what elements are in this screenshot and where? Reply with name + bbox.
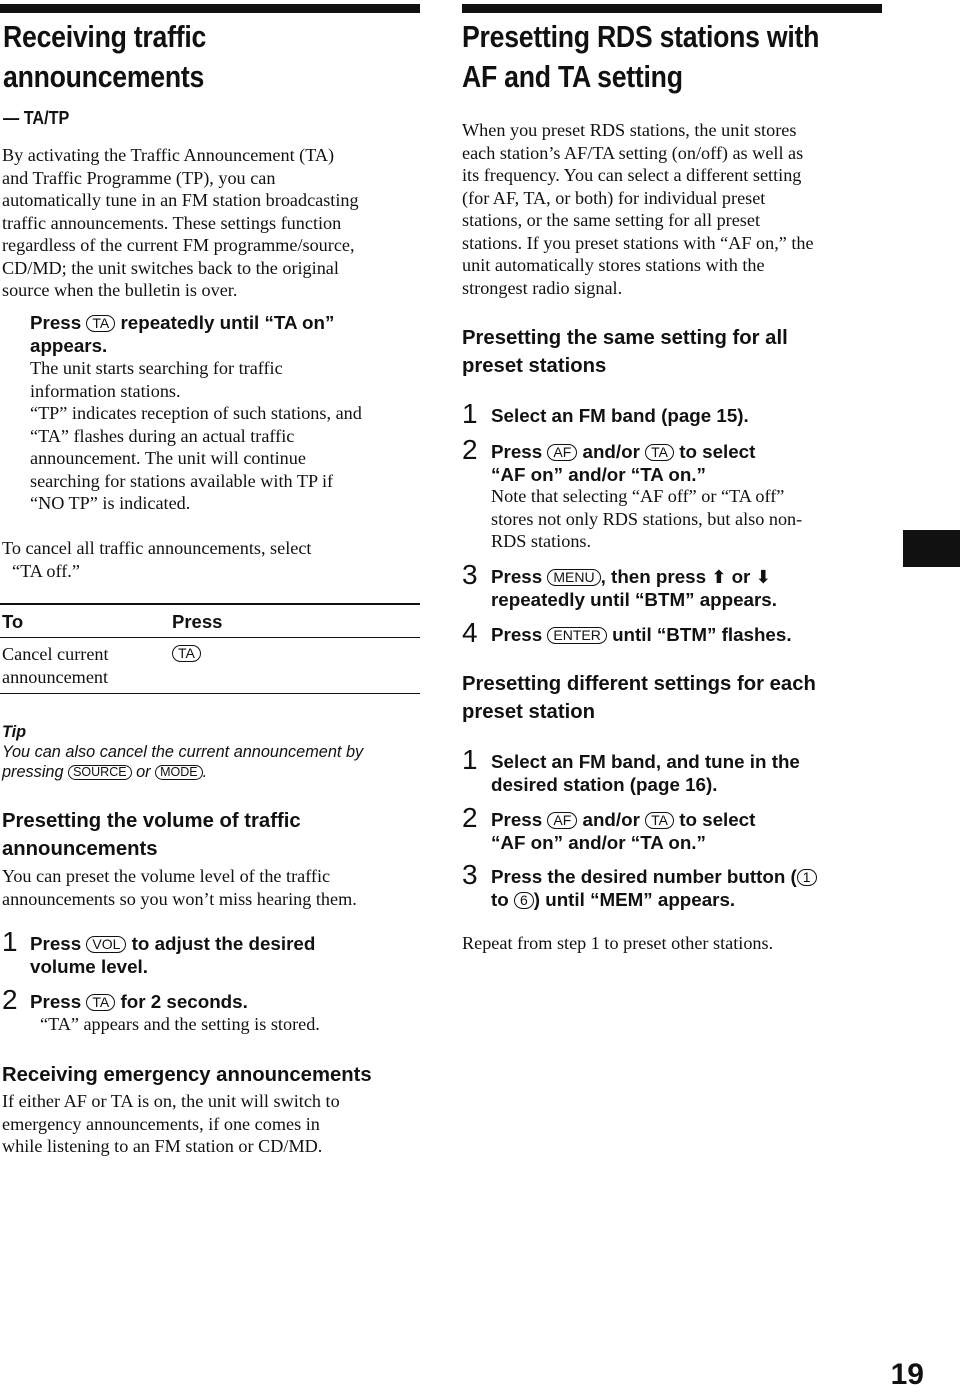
volume-step1 bbox=[30, 932, 315, 955]
text-line: announcement. The unit will continue bbox=[30, 448, 306, 468]
table-cell-press bbox=[172, 645, 201, 664]
same-heading-line1: Presetting the same setting for all bbox=[462, 327, 788, 349]
text-line: emergency announcements, if one comes in bbox=[2, 1113, 320, 1134]
section-thumb-tab bbox=[903, 530, 960, 567]
step-number: 2 bbox=[462, 434, 478, 465]
tip-text: . bbox=[202, 763, 208, 781]
enter-key: ENTER bbox=[547, 627, 606, 644]
text-line: strongest radio signal. bbox=[462, 277, 623, 298]
menu-key: MENU bbox=[547, 569, 600, 586]
text-line: stations. If you preset stations with “AF on,” the bbox=[462, 232, 814, 253]
text-line: “TA” flashes during an actual traffic bbox=[30, 425, 295, 446]
text-line: regardless of the current FM programme/source, bbox=[2, 235, 355, 255]
text-line: When you preset RDS stations, the unit stores bbox=[462, 120, 797, 140]
volume-heading-line2: announcements bbox=[2, 838, 158, 860]
tip-text: pressing bbox=[2, 763, 64, 781]
ta-key: TA bbox=[645, 812, 674, 829]
table-header-press: Press bbox=[172, 611, 223, 632]
different-step1: Select an FM band, and tune in the bbox=[491, 751, 800, 772]
vol-key: VOL bbox=[86, 936, 126, 953]
step-text: to adjust the desired bbox=[131, 933, 316, 954]
instruction-step bbox=[30, 311, 334, 334]
text-line: stations, or the same setting for all preset bbox=[462, 210, 760, 230]
step-text: and/or bbox=[582, 809, 640, 830]
text-line: The unit starts searching for traffic bbox=[30, 358, 283, 378]
cancel-paragraph bbox=[2, 537, 311, 582]
page-title-line2: announcements bbox=[3, 59, 205, 94]
text-line: unit automatically stores stations with the bbox=[462, 255, 765, 275]
down-arrow-icon: ⬇ bbox=[755, 567, 771, 588]
press-word: Press bbox=[30, 312, 82, 333]
mode-key: MODE bbox=[155, 765, 203, 780]
same-step1: Select an FM band (page 15). bbox=[491, 405, 749, 426]
text-line: “NO TP” is indicated. bbox=[30, 493, 191, 513]
table-header-to: To bbox=[2, 611, 24, 632]
different-step2-line2: “AF on” and/or “TA on.” bbox=[491, 832, 706, 853]
step-text: ) until “MEM” appears. bbox=[533, 889, 736, 910]
text-line: searching for stations available with TP if bbox=[30, 470, 334, 491]
tip-line2 bbox=[2, 762, 207, 783]
text-line: announcements so you won’t miss hearing them. bbox=[2, 888, 357, 909]
intro-paragraph bbox=[2, 144, 359, 302]
emergency-body bbox=[2, 1090, 340, 1158]
step-number: 1 bbox=[462, 744, 478, 775]
volume-heading-line1: Presetting the volume of traffic bbox=[2, 810, 301, 832]
text-line: traffic announcements. These settings function bbox=[2, 212, 342, 233]
same-heading-line2: preset stations bbox=[462, 355, 607, 377]
text-line: If either AF or TA is on, the unit will switch to bbox=[2, 1091, 340, 1111]
step-text: Press the desired number button ( bbox=[491, 866, 797, 887]
press-word: Press bbox=[491, 624, 543, 645]
text-line: You can preset the volume level of the traffic bbox=[2, 866, 331, 886]
table-cell-to bbox=[2, 643, 109, 688]
af-key: AF bbox=[547, 812, 577, 829]
text-line: “TP” indicates reception of such stations, and bbox=[30, 403, 362, 423]
text-line: and Traffic Programme (TP), you can bbox=[2, 167, 276, 188]
step-number: 2 bbox=[2, 984, 18, 1015]
different-heading-line1: Presetting different settings for each bbox=[462, 673, 816, 695]
different-heading-line2: preset station bbox=[462, 701, 595, 723]
step-text: to select bbox=[679, 809, 756, 830]
step-text: and/or bbox=[582, 441, 640, 462]
step-number: 4 bbox=[462, 617, 478, 648]
press-word: Press bbox=[491, 566, 543, 587]
text-line: its frequency. You can select a different setting bbox=[462, 165, 802, 185]
ta-key: TA bbox=[645, 444, 674, 461]
text-line: “TA off.” bbox=[12, 560, 80, 581]
press-word: Press bbox=[30, 933, 82, 954]
press-word: Press bbox=[30, 991, 82, 1012]
number-1-key: 1 bbox=[797, 869, 817, 886]
different-step3-line2 bbox=[491, 888, 735, 911]
text-line: Note that selecting “AF off” or “TA off” bbox=[491, 486, 785, 506]
text-line: automatically tune in an FM station broadcasting bbox=[2, 190, 359, 210]
step-text: to select bbox=[679, 441, 756, 462]
text-line: announcement bbox=[2, 666, 109, 687]
same-step2-note bbox=[491, 485, 802, 553]
step-text: for 2 seconds. bbox=[120, 991, 248, 1012]
text-line: CD/MD; the unit switches back to the original bbox=[2, 257, 339, 278]
text-line: stores not only RDS stations, but also non- bbox=[491, 508, 803, 529]
top-rule bbox=[0, 4, 420, 13]
af-key: AF bbox=[547, 444, 577, 461]
volume-body bbox=[2, 865, 357, 910]
page-title-line1: Receiving traffic bbox=[3, 19, 207, 54]
instruction-text: repeatedly until “TA on” bbox=[120, 312, 335, 333]
right-intro-paragraph bbox=[462, 119, 814, 299]
step-text: , then press bbox=[600, 566, 707, 587]
volume-step2-note: “TA” appears and the setting is stored. bbox=[40, 1014, 320, 1034]
section-title-line2: AF and TA setting bbox=[462, 59, 683, 94]
text-line: source when the bulletin is over. bbox=[2, 280, 238, 300]
emergency-heading: Receiving emergency announcements bbox=[2, 1064, 372, 1086]
top-rule bbox=[462, 4, 882, 13]
same-step2 bbox=[491, 440, 755, 463]
ta-key: TA bbox=[86, 315, 115, 332]
text-line: Cancel current bbox=[2, 644, 109, 664]
text-line: while listening to an FM station or CD/MD. bbox=[2, 1136, 323, 1156]
step-number: 2 bbox=[462, 802, 478, 833]
volume-step2 bbox=[30, 990, 248, 1013]
text-line: To cancel all traffic announcements, select bbox=[2, 538, 312, 558]
step-number: 1 bbox=[2, 926, 18, 957]
step-number: 1 bbox=[462, 398, 478, 429]
step-number: 3 bbox=[462, 559, 478, 590]
text-line: (for AF, TA, or both) for individual preset bbox=[462, 187, 766, 208]
text-line: By activating the Traffic Announcement (TA) bbox=[2, 145, 335, 165]
step-number: 3 bbox=[462, 859, 478, 890]
number-6-key: 6 bbox=[514, 892, 534, 909]
page-number: 19 bbox=[890, 1358, 924, 1391]
up-arrow-icon: ⬆ bbox=[711, 567, 727, 588]
same-step3 bbox=[491, 565, 771, 589]
same-step2-line2: “AF on” and/or “TA on.” bbox=[491, 464, 706, 485]
press-word: Press bbox=[491, 441, 543, 462]
step-text: to bbox=[491, 889, 509, 910]
different-step2 bbox=[491, 808, 755, 831]
subtitle: — TA/TP bbox=[3, 108, 70, 128]
ta-key: TA bbox=[172, 645, 201, 662]
repeat-note: Repeat from step 1 to preset other stations. bbox=[462, 933, 774, 953]
ta-key: TA bbox=[86, 994, 115, 1011]
step-text: or bbox=[731, 566, 751, 587]
tip-text: or bbox=[136, 763, 151, 781]
instruction-body bbox=[30, 357, 362, 515]
table-header-rule bbox=[0, 637, 420, 638]
text-line: RDS stations. bbox=[491, 531, 592, 551]
same-step3-line2: repeatedly until “BTM” appears. bbox=[491, 589, 777, 610]
tip-label: Tip bbox=[2, 723, 27, 741]
source-key: SOURCE bbox=[68, 765, 131, 780]
same-step4 bbox=[491, 623, 792, 646]
volume-step1-line2: volume level. bbox=[30, 956, 148, 977]
table-top-rule bbox=[0, 603, 420, 605]
text-line: each station’s AF/TA setting (on/off) as well as bbox=[462, 142, 804, 163]
section-title-line1: Presetting RDS stations with bbox=[462, 19, 820, 54]
different-step1-line2: desired station (page 16). bbox=[491, 774, 718, 795]
tip-line1: You can also cancel the current announcement by bbox=[2, 743, 364, 761]
step-text: until “BTM” flashes. bbox=[612, 624, 792, 645]
different-step3 bbox=[491, 865, 817, 888]
press-word: Press bbox=[491, 809, 543, 830]
instruction-line2: appears. bbox=[30, 335, 108, 356]
text-line: information stations. bbox=[30, 380, 181, 401]
table-bottom-rule bbox=[0, 693, 420, 694]
